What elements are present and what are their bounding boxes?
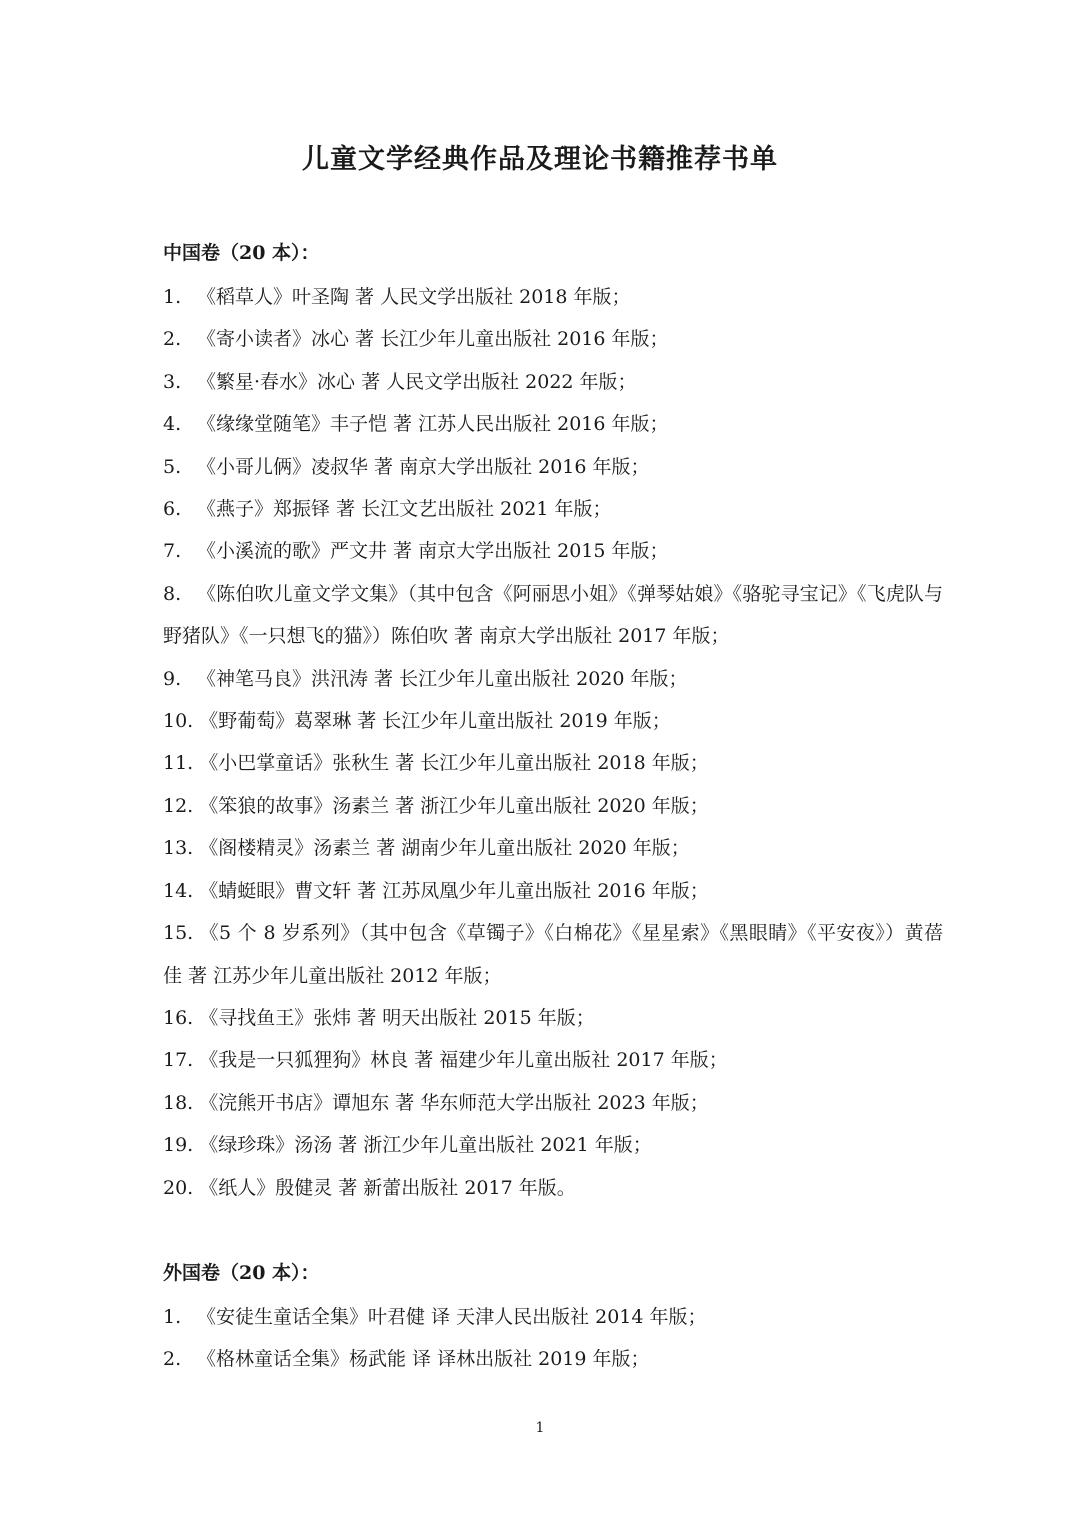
item-text: 《小溪流的歌》严文井 著 南京大学出版社 2015 年版； bbox=[197, 540, 669, 563]
item-number: 11. bbox=[163, 752, 194, 775]
item-text: 《5 个 8 岁系列》（其中包含《草镯子》《白棉花》《星星索》《黑眼睛》《平安夜》）黄蓓佳 著 江苏少年儿童出版社 2012 年版； bbox=[163, 922, 943, 987]
list-item bbox=[163, 446, 943, 488]
list-item bbox=[163, 361, 943, 403]
page-number: 1 bbox=[535, 1420, 545, 1436]
list-item bbox=[163, 530, 943, 572]
item-text: 《燕子》郑振铎 著 长江文艺出版社 2021 年版； bbox=[197, 498, 612, 521]
book-list-china bbox=[163, 276, 943, 1209]
item-number: 1. bbox=[163, 286, 182, 308]
section-foreign bbox=[163, 1254, 943, 1381]
item-number: 2. bbox=[163, 328, 182, 351]
item-text: 《陈伯吹儿童文学文集》（其中包含《阿丽思小姐》《弹琴姑娘》《骆驼寻宝记》《飞虎队与野猪队》《一只想飞的猫》）陈伯吹 著 南京大学出版社 2017 年版； bbox=[163, 582, 943, 648]
list-item bbox=[163, 403, 943, 445]
item-text: 《缘缘堂随笔》丰子恺 著 江苏人民出版社 2016 年版； bbox=[197, 413, 669, 436]
section-heading-foreign: 外国卷（20 本）： bbox=[163, 1262, 320, 1284]
item-number: 10. bbox=[163, 710, 194, 733]
item-text: 《小巴掌童话》张秋生 著 长江少年儿童出版社 2018 年版； bbox=[199, 752, 709, 775]
item-number: 19. bbox=[163, 1134, 194, 1157]
item-number: 15. bbox=[163, 922, 194, 945]
item-text: 《小哥儿俩》凌叔华 著 南京大学出版社 2016 年版； bbox=[197, 455, 650, 478]
list-item bbox=[163, 912, 943, 997]
item-text: 《笨狼的故事》汤素兰 著 浙江少年儿童出版社 2020 年版； bbox=[199, 794, 709, 817]
item-text: 《寄小读者》冰心 著 长江少年儿童出版社 2016 年版； bbox=[197, 328, 669, 351]
item-text: 《蜻蜓眼》曹文轩 著 江苏凤凰少年儿童出版社 2016 年版； bbox=[199, 879, 709, 902]
list-item bbox=[163, 997, 943, 1039]
list-item bbox=[163, 1296, 943, 1338]
item-number: 13. bbox=[163, 837, 194, 860]
item-number: 5. bbox=[163, 455, 182, 478]
item-number: 18. bbox=[163, 1091, 194, 1114]
item-number: 9. bbox=[163, 667, 182, 690]
item-number: 3. bbox=[163, 370, 182, 393]
list-item bbox=[163, 1338, 943, 1380]
item-text: 《阁楼精灵》汤素兰 著 湖南少年儿童出版社 2020 年版； bbox=[199, 837, 690, 860]
item-number: 12. bbox=[163, 794, 194, 817]
item-number: 14. bbox=[163, 879, 194, 902]
item-number: 7. bbox=[163, 540, 182, 563]
item-text: 《浣熊开书店》谭旭东 著 华东师范大学出版社 2023 年版； bbox=[199, 1091, 709, 1114]
list-item bbox=[163, 318, 943, 360]
list-item bbox=[163, 1124, 943, 1166]
item-number: 1. bbox=[163, 1306, 182, 1328]
item-text: 《我是一只狐狸狗》林良 著 福建少年儿童出版社 2017 年版； bbox=[199, 1049, 728, 1072]
list-item bbox=[163, 1039, 943, 1081]
list-item bbox=[163, 573, 943, 658]
book-list-foreign bbox=[163, 1296, 943, 1381]
item-number: 16. bbox=[163, 1006, 194, 1029]
item-text: 《稻草人》叶圣陶 著 人民文学出版社 2018 年版； bbox=[197, 286, 631, 308]
list-item bbox=[163, 276, 943, 318]
list-item bbox=[163, 658, 943, 700]
item-text: 《寻找鱼王》张炜 著 明天出版社 2015 年版； bbox=[199, 1006, 595, 1029]
item-text: 《绿珍珠》汤汤 著 浙江少年儿童出版社 2021 年版； bbox=[199, 1134, 652, 1157]
item-text: 《野葡萄》葛翠琳 著 长江少年儿童出版社 2019 年版； bbox=[199, 710, 671, 733]
list-item bbox=[163, 488, 943, 530]
item-text: 《格林童话全集》杨武能 译 译林出版社 2019 年版； bbox=[197, 1348, 650, 1371]
item-text: 《安徒生童话全集》叶君健 译 天津人民出版社 2014 年版； bbox=[197, 1306, 707, 1328]
page-title: 儿童文学经典作品及理论书籍推荐书单 bbox=[302, 144, 778, 175]
section-heading-china: 中国卷（20 本）： bbox=[163, 242, 320, 264]
item-number: 2. bbox=[163, 1348, 182, 1371]
list-item bbox=[163, 700, 943, 742]
section-china bbox=[163, 234, 943, 1209]
list-item bbox=[163, 1167, 943, 1209]
item-number: 17. bbox=[163, 1049, 194, 1072]
list-item bbox=[163, 742, 943, 784]
item-number: 4. bbox=[163, 413, 182, 436]
list-item bbox=[163, 827, 943, 869]
item-text: 《神笔马良》洪汛涛 著 长江少年儿童出版社 2020 年版； bbox=[197, 667, 688, 690]
item-number: 6. bbox=[163, 498, 182, 521]
list-item bbox=[163, 785, 943, 827]
list-item bbox=[163, 870, 943, 912]
list-item bbox=[163, 1082, 943, 1124]
item-text: 《纸人》殷健灵 著 新蕾出版社 2017 年版。 bbox=[199, 1176, 576, 1199]
item-text: 《繁星·春水》冰心 著 人民文学出版社 2022 年版； bbox=[197, 370, 637, 393]
item-number: 20. bbox=[163, 1176, 194, 1199]
item-number: 8. bbox=[163, 582, 182, 605]
